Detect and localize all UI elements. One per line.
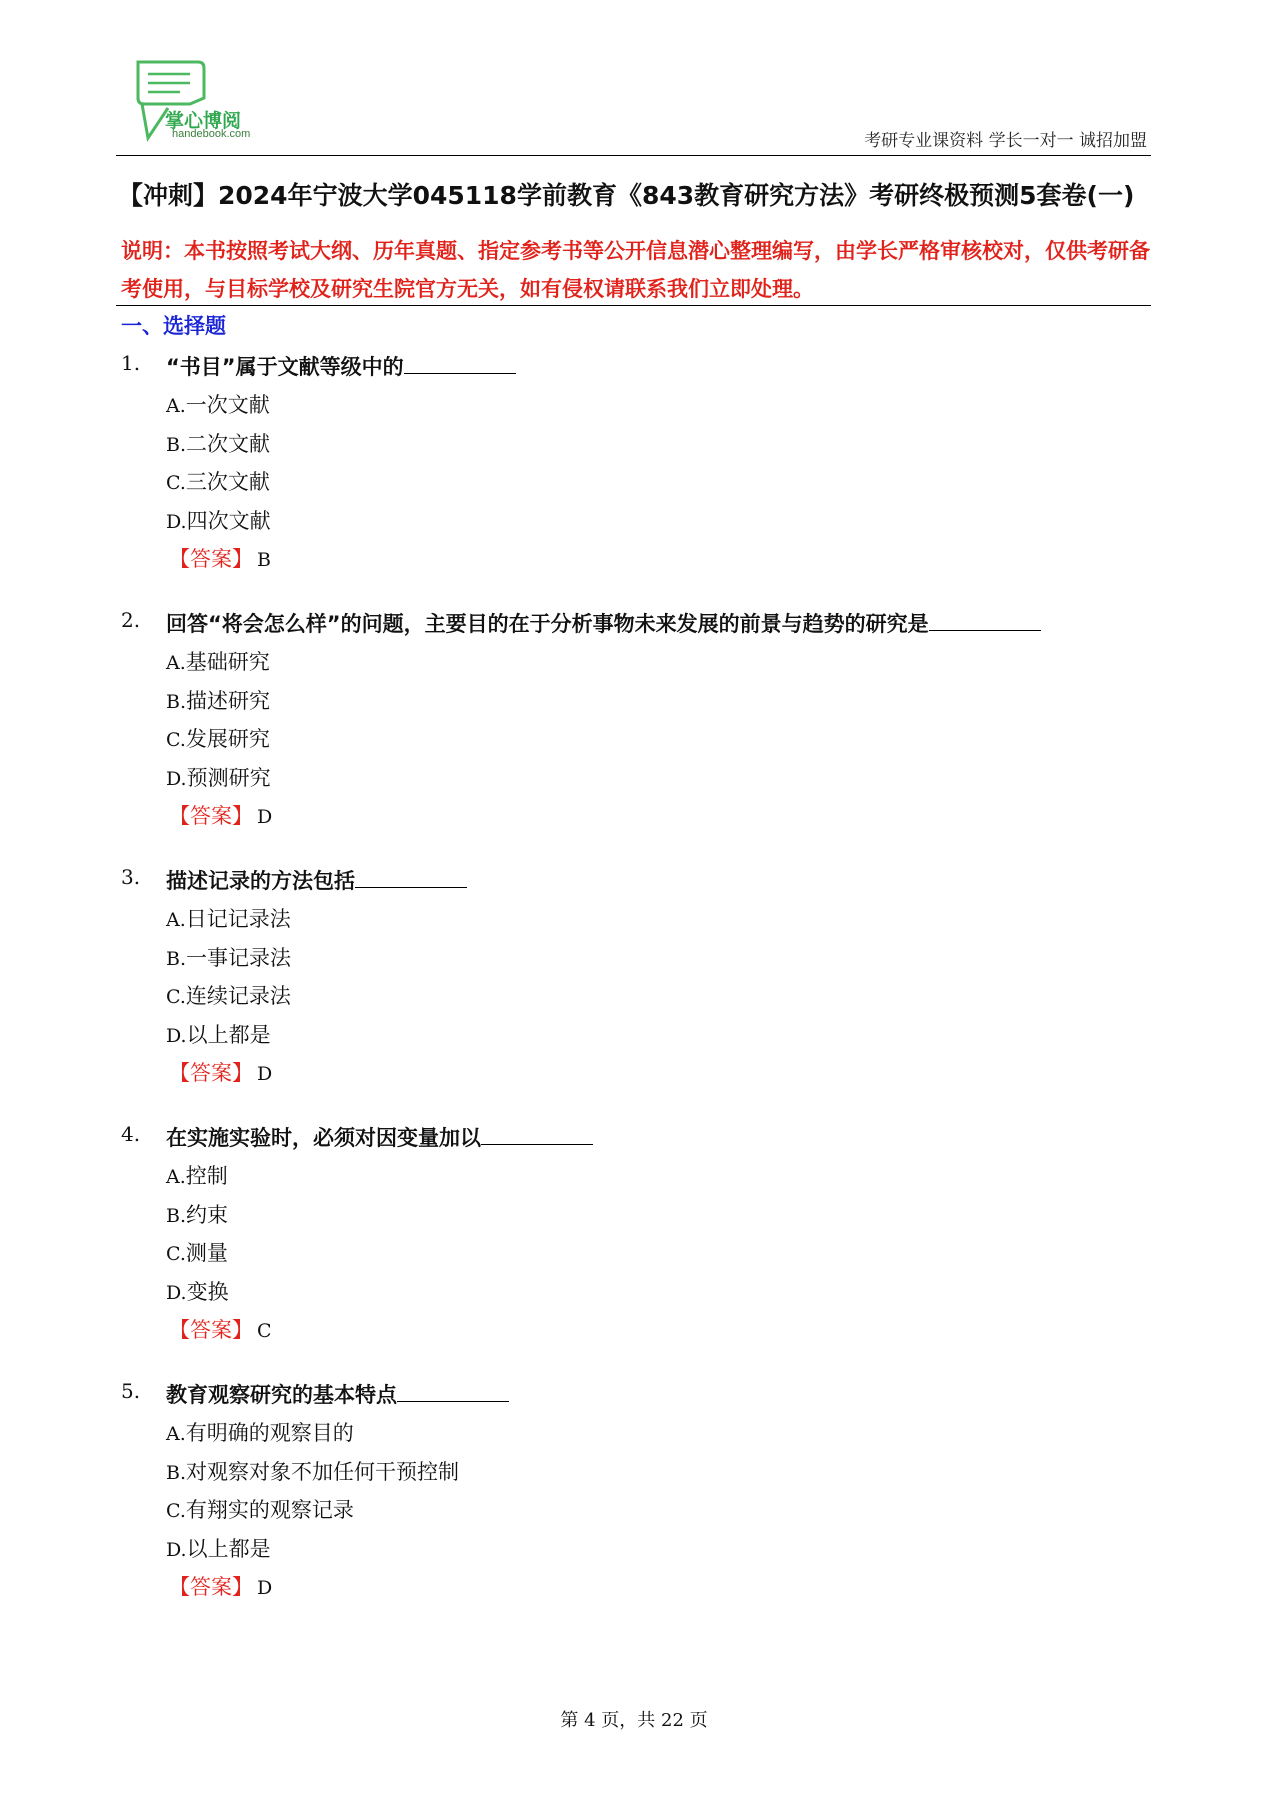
answer-value: D	[257, 806, 273, 828]
answer-label: 【答案】	[169, 1318, 253, 1342]
question-text-line	[166, 351, 516, 381]
question-list	[121, 351, 1151, 1636]
question-number: 4.	[121, 1122, 141, 1146]
option-c: C.有翔实的观察记录	[166, 1498, 354, 1522]
option-c: C.发展研究	[166, 727, 270, 751]
option-a: A.日记记录法	[166, 907, 291, 931]
answer-line	[169, 800, 1199, 838]
question-number: 1.	[121, 351, 141, 375]
answer-line	[169, 1314, 1199, 1352]
answer-label: 【答案】	[169, 1061, 253, 1085]
answer-label: 【答案】	[169, 804, 253, 828]
logo-url: handebook.com	[172, 128, 251, 140]
question-text: 回答“将会怎么样”的问题，主要目的在于分析事物未来发展的前景与趋势的研究是	[166, 612, 929, 636]
option-d: D.以上都是	[166, 1536, 271, 1561]
option-c: C.连续记录法	[166, 984, 291, 1008]
option-c: C.三次文献	[166, 470, 270, 494]
question-text-line	[166, 1379, 509, 1409]
option-a: A.一次文献	[166, 393, 270, 417]
header-divider	[116, 155, 1151, 156]
note-divider	[116, 305, 1151, 306]
option-b: B.二次文献	[166, 431, 271, 456]
question-text: “书目”属于文献等级中的	[166, 355, 404, 379]
question-item	[121, 865, 1151, 1122]
question-text-line	[166, 1122, 593, 1152]
option-a: A.有明确的观察目的	[166, 1421, 354, 1445]
answer-blank	[481, 1122, 593, 1145]
option-b: B.一事记录法	[166, 945, 292, 970]
logo-brand-name: 掌心博阅	[165, 110, 242, 132]
question-text-line	[166, 608, 1041, 638]
answer-value: D	[257, 1577, 273, 1599]
question-item	[121, 351, 1151, 608]
answer-blank	[397, 1379, 509, 1402]
question-item	[121, 608, 1151, 865]
question-text: 教育观察研究的基本特点	[166, 1383, 397, 1407]
disclaimer-note: 说明：本书按照考试大纲、历年真题、指定参考书等公开信息潜心整理编写，由学长严格审核校对，仅供考研备考使用，与目标学校及研究生院官方无关，如有侵权请联系我们立即处理。	[121, 239, 1150, 301]
option-d: D.预测研究	[166, 765, 271, 790]
document-title: 【冲刺】2024年宁波大学045118学前教育《843教育研究方法》考研终极预测5套卷(一)	[118, 181, 1135, 210]
answer-line	[169, 1057, 1199, 1095]
option-b: B.约束	[166, 1202, 229, 1227]
question-text: 描述记录的方法包括	[166, 869, 355, 893]
option-b: B.对观察对象不加任何干预控制	[166, 1459, 460, 1484]
answer-blank	[355, 865, 467, 888]
answer-line	[169, 543, 1199, 581]
header-tagline: 考研专业课资料 学长一对一 诚招加盟	[864, 131, 1147, 151]
option-d: D.以上都是	[166, 1022, 271, 1047]
answer-value: B	[257, 549, 271, 571]
question-number: 5.	[121, 1379, 141, 1403]
option-b: B.描述研究	[166, 688, 271, 713]
option-a: A.控制	[166, 1164, 228, 1188]
answer-label: 【答案】	[169, 1575, 253, 1599]
option-c: C.测量	[166, 1241, 228, 1265]
answer-label: 【答案】	[169, 547, 253, 571]
answer-value: C	[257, 1320, 272, 1342]
page-footer: 第 4 页，共 22 页	[560, 1710, 708, 1731]
answer-blank	[404, 351, 516, 374]
section-title: 一、选择题	[121, 314, 226, 338]
answer-value: D	[257, 1063, 273, 1085]
question-number: 2.	[121, 608, 141, 632]
question-text: 在实施实验时，必须对因变量加以	[166, 1126, 481, 1150]
option-d: D.变换	[166, 1279, 229, 1304]
answer-blank	[929, 608, 1041, 631]
answer-line	[169, 1571, 1199, 1609]
question-item	[121, 1379, 1151, 1636]
question-item	[121, 1122, 1151, 1379]
option-a: A.基础研究	[166, 650, 270, 674]
option-d: D.四次文献	[166, 508, 271, 533]
question-text-line	[166, 865, 467, 895]
question-number: 3.	[121, 865, 141, 889]
